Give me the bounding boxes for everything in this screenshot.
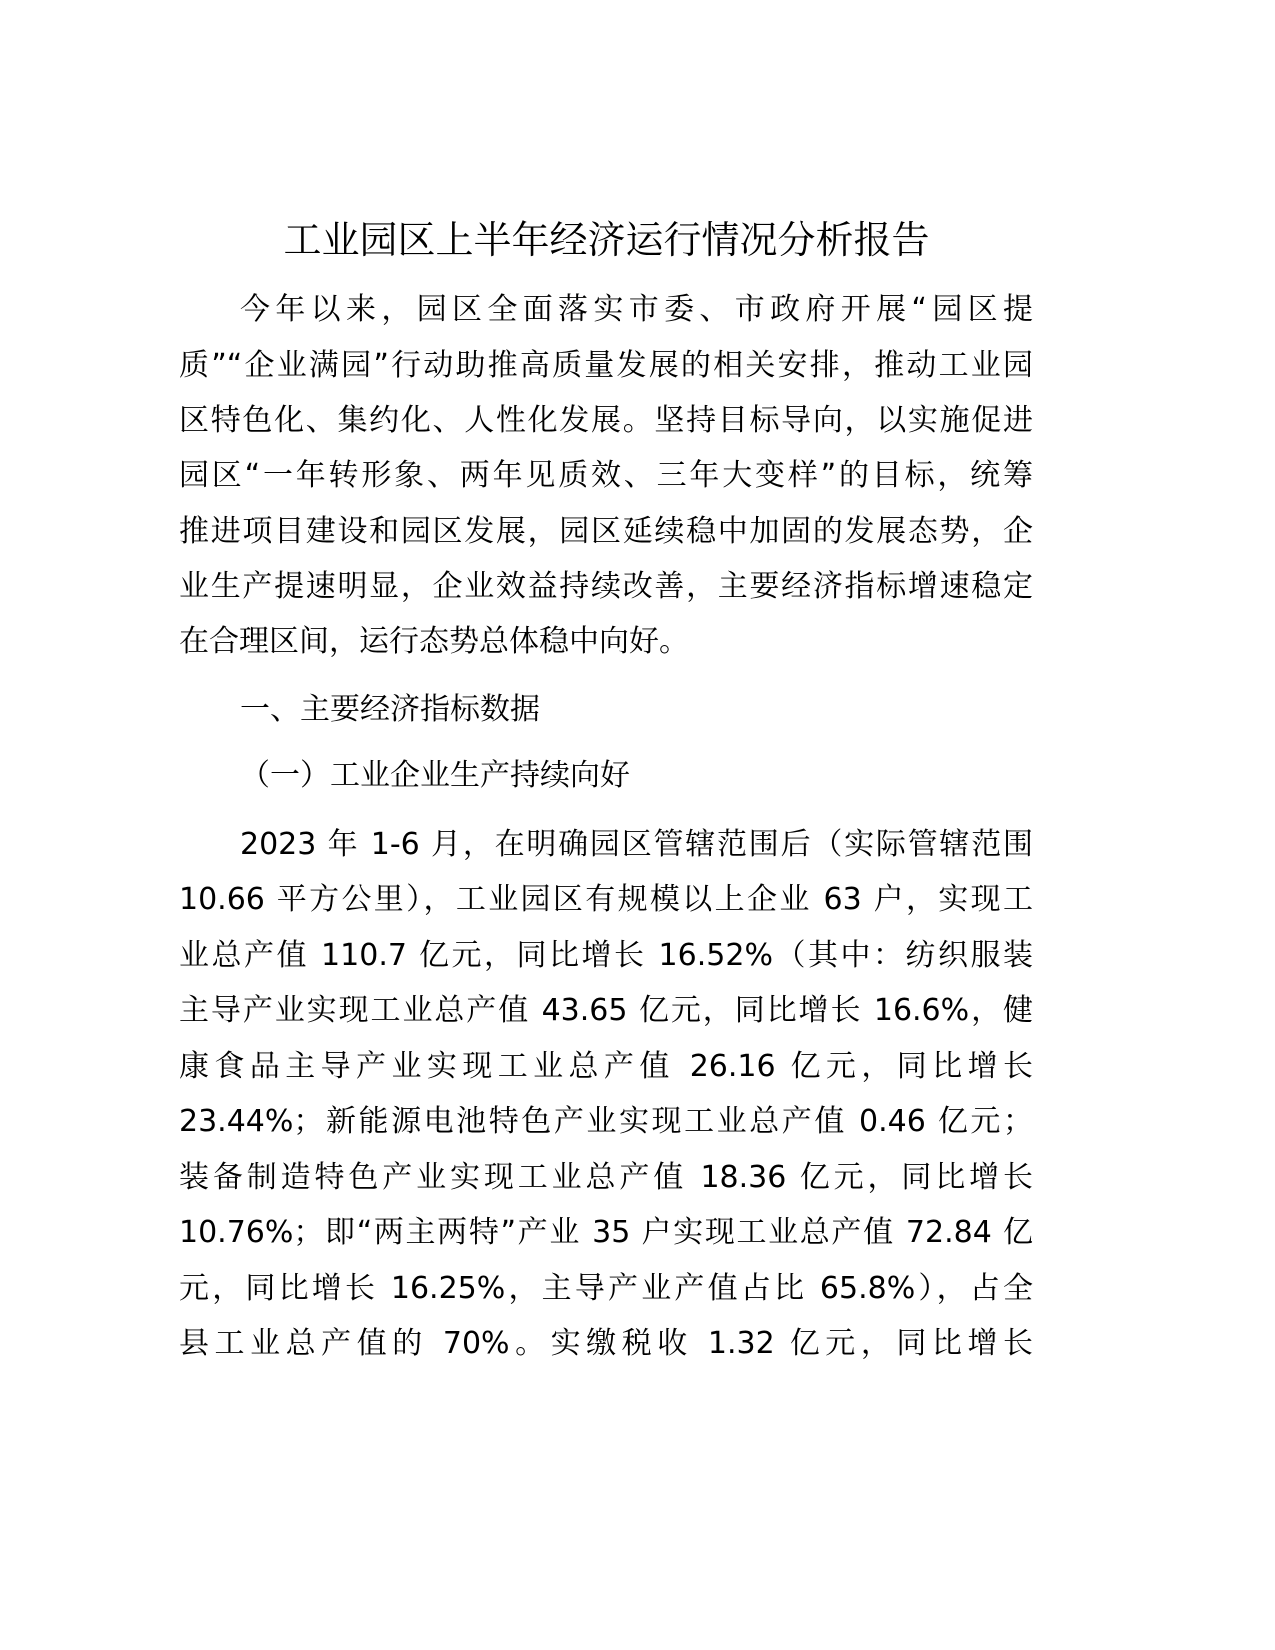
paragraph-line: 在合理区间，运行态势总体稳中向好。 xyxy=(179,624,689,659)
paragraph-line: 2023 年 1-6 月，在明确园区管辖范围后（实际管辖范围 xyxy=(240,827,1033,862)
paragraph-line: 康食品主导产业实现工业总产值 26.16 亿元，同比增长 xyxy=(179,1049,1033,1084)
paragraph-line: 推进项目建设和园区发展，园区延续稳中加固的发展态势，企 xyxy=(179,514,1033,549)
paragraph-line: 元，同比增长 16.25%，主导产业产值占比 65.8%），占全 xyxy=(179,1271,1033,1306)
paragraph-line: 园区“一年转形象、两年见质效、三年大变样”的目标，统筹 xyxy=(179,458,1033,493)
paragraph-line: 今年以来，园区全面落实市委、市政府开展“园区提 xyxy=(240,292,1033,327)
paragraph-line: 质”“企业满园”行动助推高质量发展的相关安排，推动工业园 xyxy=(179,348,1033,383)
document-title: 工业园区上半年经济运行情况分析报告 xyxy=(283,218,930,262)
paragraph-line: 业总产值 110.7 亿元，同比增长 16.52%（其中：纺织服装 xyxy=(179,938,1033,973)
paragraph-line: 10.66 平方公里），工业园区有规模以上企业 63 户，实现工 xyxy=(179,882,1033,917)
paragraph-line: 23.44%；新能源电池特色产业实现工业总产值 0.46 亿元； xyxy=(179,1104,1033,1139)
paragraph-line: 10.76%；即“两主两特”产业 35 户实现工业总产值 72.84 亿 xyxy=(179,1215,1033,1250)
paragraph-line: 装备制造特色产业实现工业总产值 18.36 亿元，同比增长 xyxy=(179,1160,1033,1195)
paragraph-line: 业生产提速明显，企业效益持续改善，主要经济指标增速稳定 xyxy=(179,569,1033,604)
paragraph-line: 主导产业实现工业总产值 43.65 亿元，同比增长 16.6%，健 xyxy=(179,993,1033,1028)
paragraph-line: 县工业总产值的 70%。实缴税收 1.32 亿元，同比增长 xyxy=(179,1326,1033,1361)
paragraph-line: 区特色化、集约化、人性化发展。坚持目标导向，以实施促进 xyxy=(179,403,1033,438)
section-heading: 一、主要经济指标数据 xyxy=(240,692,540,727)
subsection-heading: （一）工业企业生产持续向好 xyxy=(240,758,630,793)
